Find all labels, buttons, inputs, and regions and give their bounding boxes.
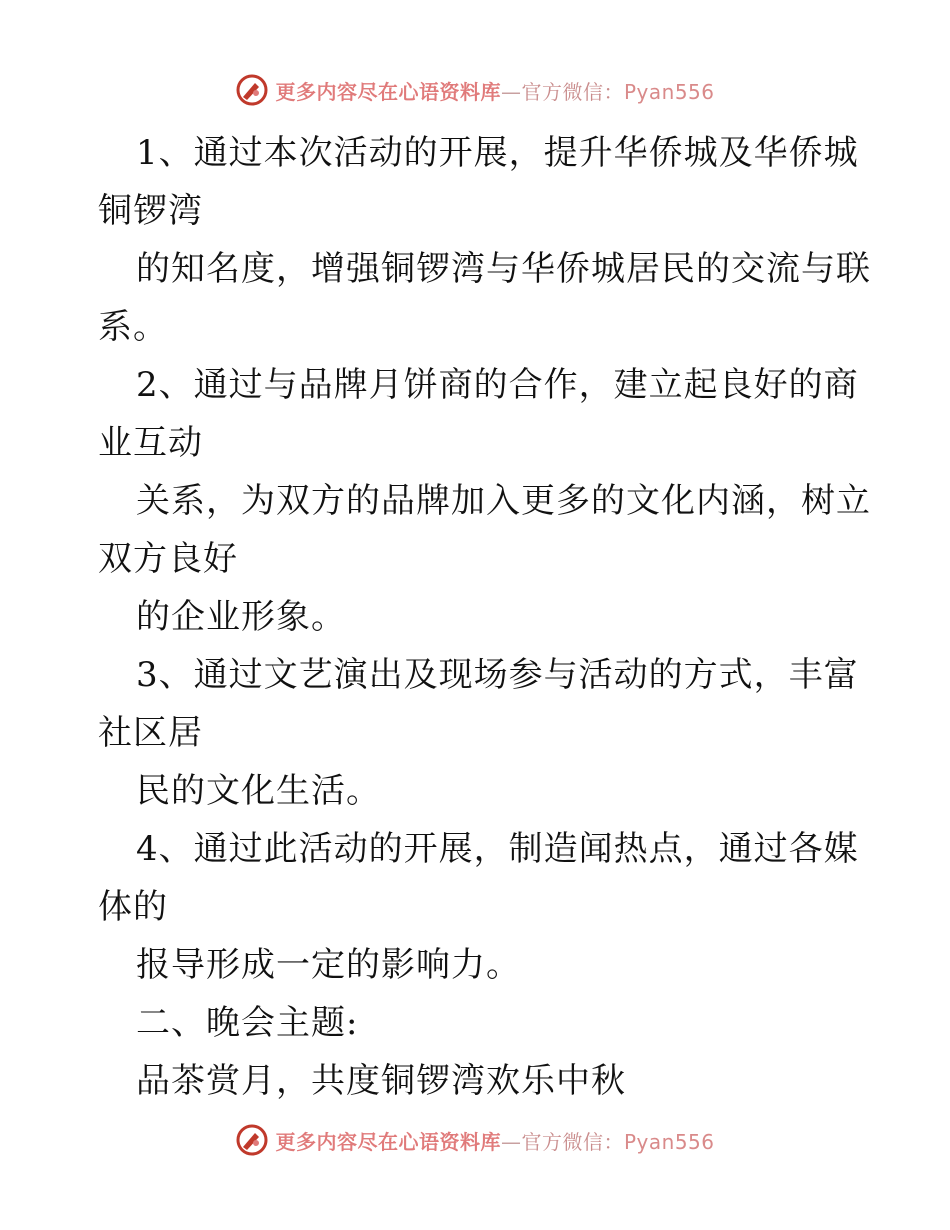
document-body bbox=[98, 124, 878, 1110]
banner-text bbox=[275, 76, 714, 105]
paragraph-line: 报导形成一定的影响力。 bbox=[136, 945, 521, 985]
banner-wechat-id: Pyan556 bbox=[623, 79, 715, 104]
paragraph-line: 1、通过本次活动的开展，提升华侨城及华侨城 bbox=[136, 133, 859, 173]
banner-main-text: 更多内容尽在心语资料库 bbox=[275, 79, 501, 104]
paragraph-line: 双方良好 bbox=[98, 539, 238, 579]
logo-icon bbox=[235, 1123, 269, 1157]
header-banner bbox=[0, 70, 950, 110]
banner-sub-text: 官方微信： bbox=[521, 79, 624, 104]
paragraph-line: 2、通过与品牌月饼商的合作，建立起良好的商 bbox=[136, 365, 859, 405]
paragraph-line: 社区居 bbox=[98, 713, 203, 753]
banner-sub-text: 官方微信： bbox=[521, 1129, 624, 1154]
banner-main-text: 更多内容尽在心语资料库 bbox=[275, 1129, 501, 1154]
banner-wechat-id: Pyan556 bbox=[623, 1129, 715, 1154]
paragraph-line: 系。 bbox=[98, 307, 168, 347]
banner-text bbox=[275, 1126, 714, 1155]
paragraph-line: 铜锣湾 bbox=[98, 191, 203, 231]
paragraph-line: 体的 bbox=[98, 887, 168, 927]
paragraph-line: 3、通过文艺演出及现场参与活动的方式，丰富 bbox=[136, 655, 859, 695]
paragraph-line: 4、通过此活动的开展，制造闻热点，通过各媒 bbox=[136, 829, 859, 869]
theme-text: 品茶赏月，共度铜锣湾欢乐中秋 bbox=[136, 1061, 626, 1101]
banner-dash: — bbox=[500, 79, 522, 104]
footer-banner bbox=[0, 1120, 950, 1160]
paragraph-line: 业互动 bbox=[98, 423, 203, 463]
paragraph-line: 的知名度，增强铜锣湾与华侨城居民的交流与联 bbox=[136, 249, 871, 289]
paragraph-line: 关系，为双方的品牌加入更多的文化内涵，树立 bbox=[136, 481, 871, 521]
paragraph-line: 的企业形象。 bbox=[136, 597, 346, 637]
banner-dash: — bbox=[500, 1129, 522, 1154]
section-heading: 二、晚会主题: bbox=[136, 1003, 359, 1043]
paragraph-line: 民的文化生活。 bbox=[136, 771, 381, 811]
logo-icon bbox=[235, 73, 269, 107]
